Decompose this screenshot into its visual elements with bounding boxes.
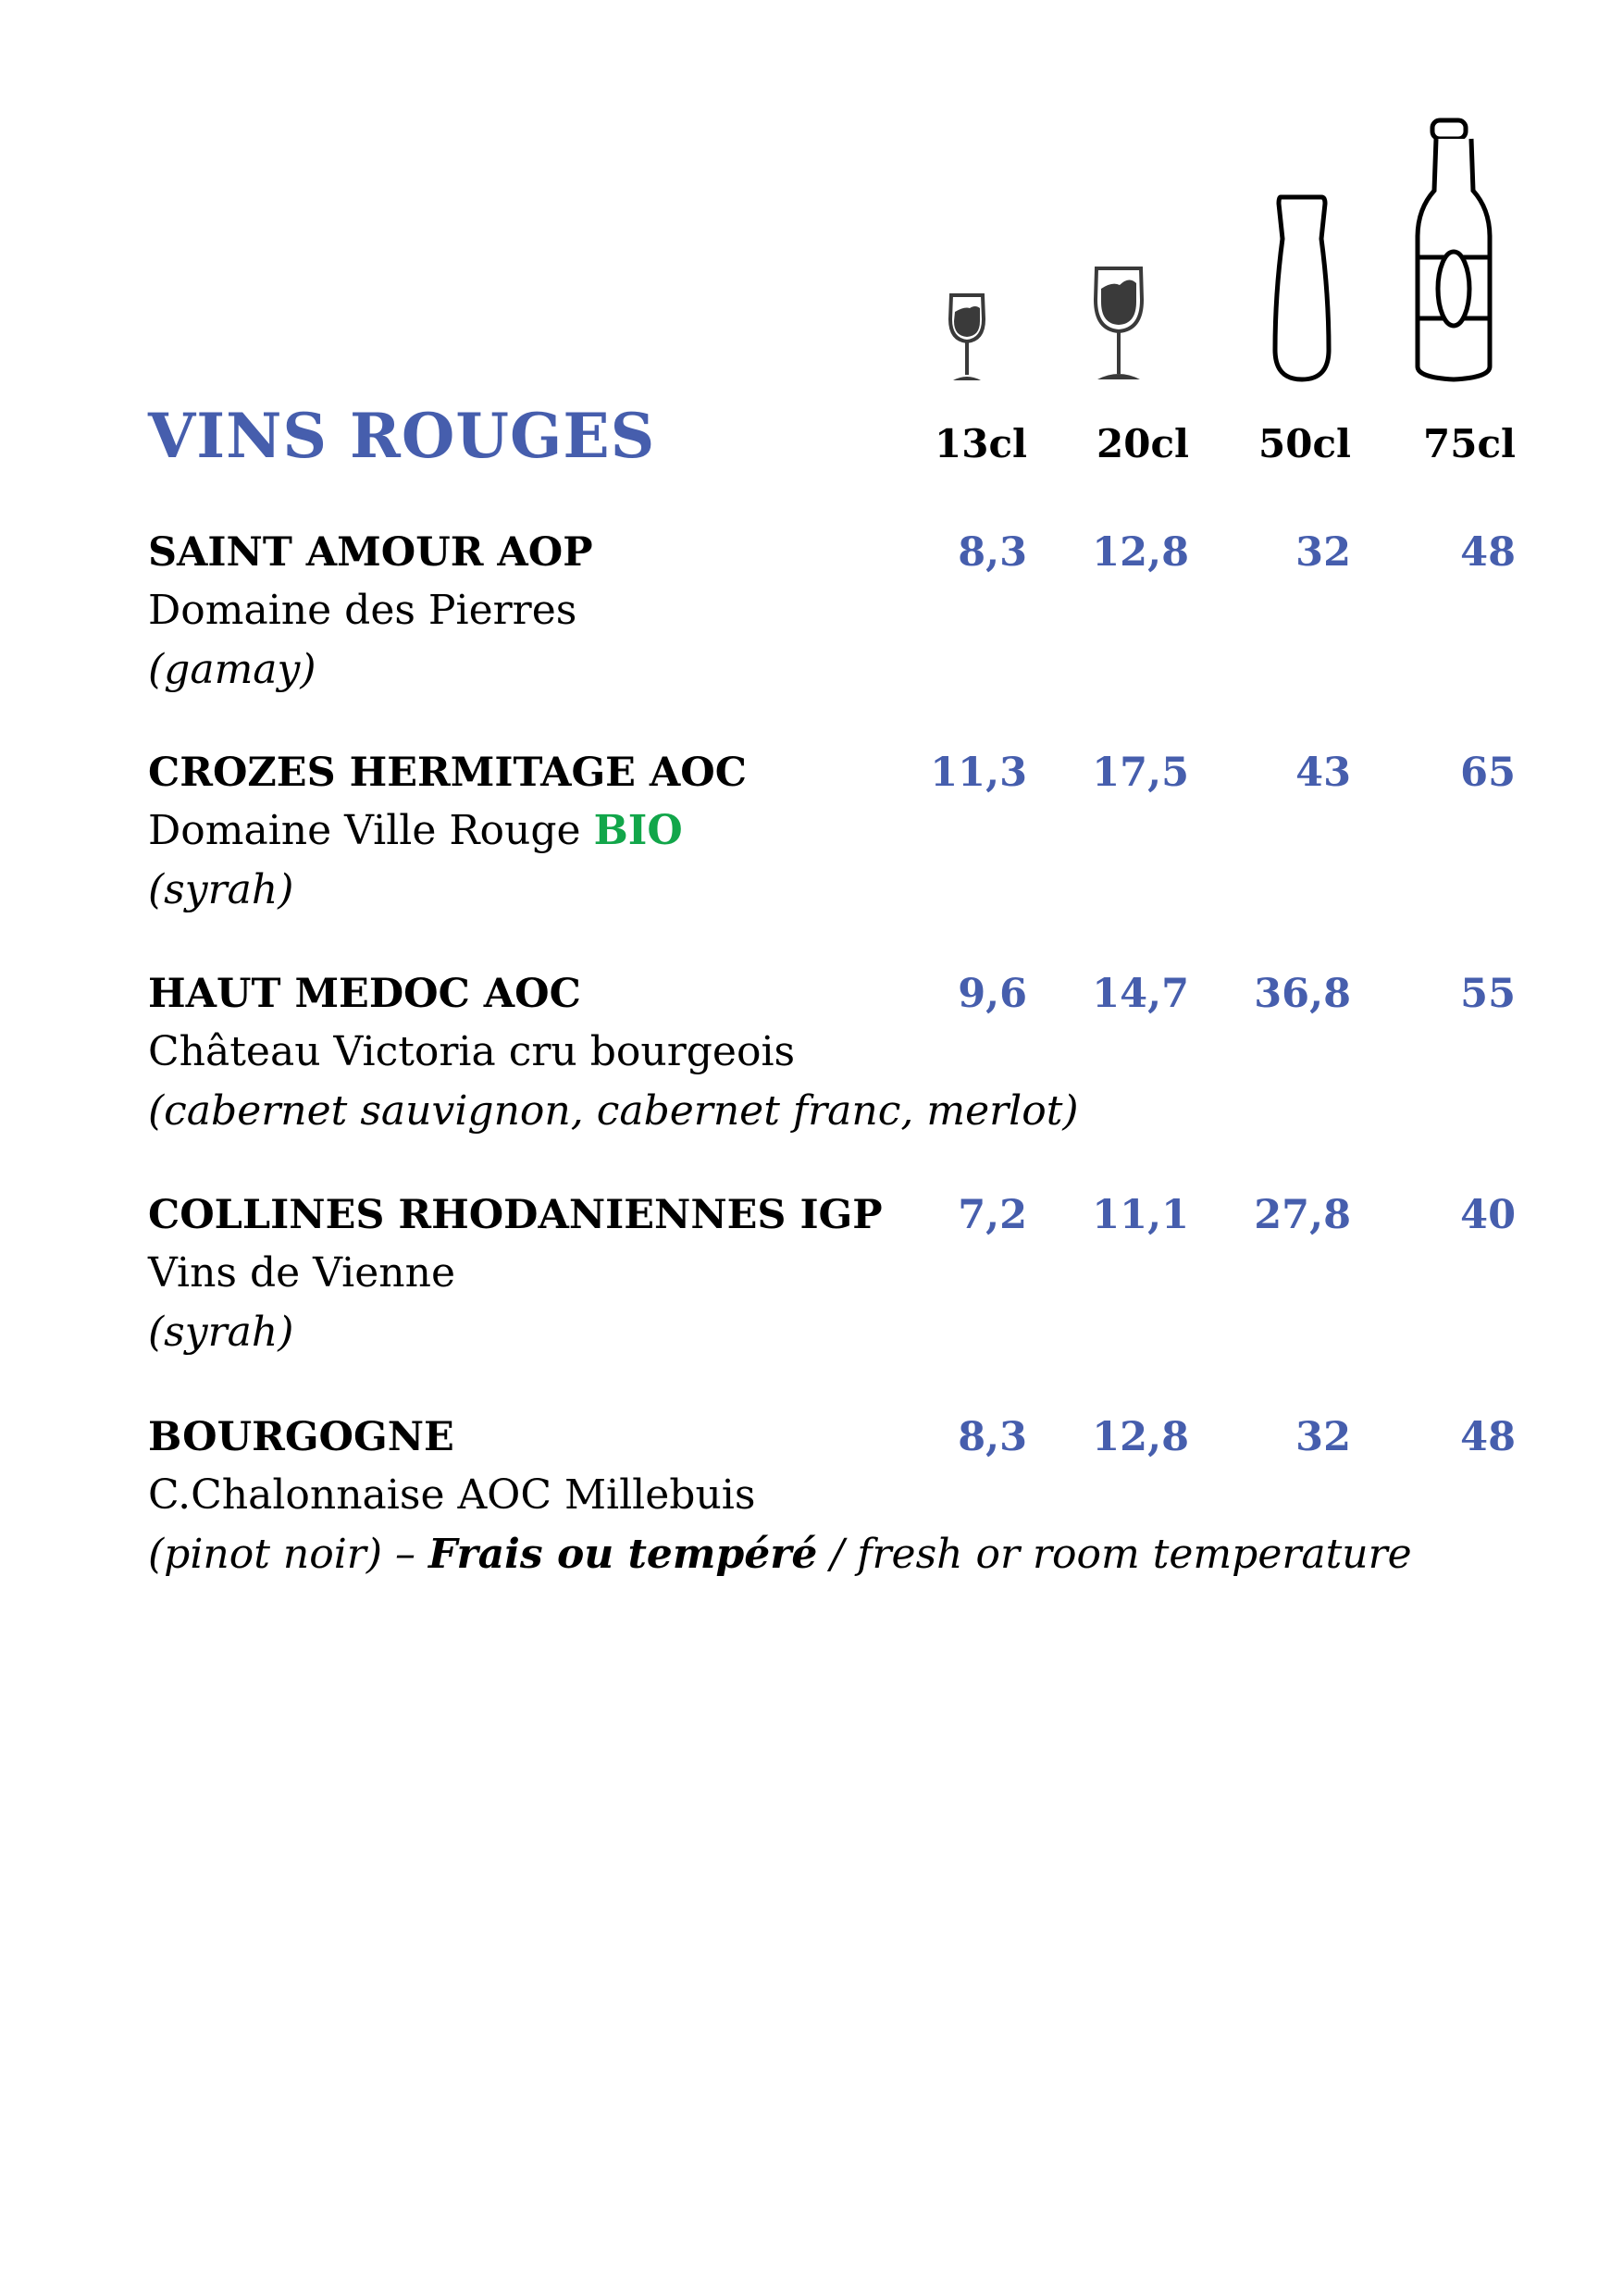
- price-20cl: 12,8: [1092, 529, 1189, 576]
- price-13cl: 8,3: [958, 529, 1027, 576]
- price-75cl: 65: [1460, 750, 1516, 796]
- price-13cl: 8,3: [958, 1414, 1027, 1460]
- wine-producer-line: [148, 807, 683, 854]
- price-75cl: 48: [1460, 529, 1516, 576]
- price-20cl: 14,7: [1092, 971, 1189, 1017]
- price-50cl: 36,8: [1254, 971, 1351, 1017]
- price-50cl: 32: [1295, 529, 1351, 576]
- wine-producer: Vins de Vienne: [148, 1249, 455, 1297]
- price-75cl: 55: [1460, 971, 1516, 1017]
- price-20cl: 12,8: [1092, 1414, 1189, 1460]
- price-13cl: 7,2: [958, 1192, 1027, 1238]
- size-label-13cl: 13cl: [935, 421, 1027, 466]
- wine-grape: (pinot noir) –: [148, 1531, 428, 1578]
- wine-glass-large-icon: [1092, 265, 1146, 385]
- wine-producer: C.Chalonnaise AOC Millebuis: [148, 1471, 756, 1519]
- wine-grape: (syrah): [148, 1309, 294, 1356]
- price-50cl: 32: [1295, 1414, 1351, 1460]
- price-50cl: 27,8: [1254, 1192, 1351, 1238]
- wine-grape-line: [148, 1531, 1412, 1578]
- wine-name: COLLINES RHODANIENNES IGP: [148, 1192, 883, 1238]
- price-20cl: 11,1: [1092, 1192, 1189, 1238]
- serving-note-bold: Frais ou tempéré: [427, 1531, 818, 1578]
- wine-producer: Domaine Ville Rouge: [148, 807, 581, 854]
- size-label-75cl: 75cl: [1423, 421, 1516, 466]
- price-50cl: 43: [1295, 750, 1351, 796]
- price-75cl: 40: [1460, 1192, 1516, 1238]
- bio-badge: BIO: [593, 807, 683, 854]
- serving-note: / fresh or room temperature: [817, 1531, 1412, 1578]
- price-20cl: 17,5: [1092, 750, 1189, 796]
- wine-name: HAUT MEDOC AOC: [148, 971, 581, 1017]
- section-title: VINS ROUGES: [148, 400, 656, 472]
- carafe-icon: [1270, 192, 1334, 387]
- wine-name: CROZES HERMITAGE AOC: [148, 750, 747, 796]
- size-label-20cl: 20cl: [1096, 421, 1189, 466]
- size-label-50cl: 50cl: [1258, 421, 1351, 466]
- wine-name: SAINT AMOUR AOP: [148, 529, 593, 576]
- wine-grape: (gamay): [148, 646, 316, 693]
- wine-bottle-icon: [1414, 117, 1493, 387]
- wine-producer: Château Victoria cru bourgeois: [148, 1028, 796, 1075]
- price-13cl: 11,3: [930, 750, 1027, 796]
- price-75cl: 48: [1460, 1414, 1516, 1460]
- wine-grape: (cabernet sauvignon, cabernet franc, merlot): [148, 1087, 1079, 1135]
- price-13cl: 9,6: [958, 971, 1027, 1017]
- wine-producer: Domaine des Pierres: [148, 587, 577, 634]
- wine-grape: (syrah): [148, 866, 294, 913]
- wine-name: BOURGOGNE: [148, 1414, 454, 1460]
- wine-glass-small-icon: [946, 292, 988, 384]
